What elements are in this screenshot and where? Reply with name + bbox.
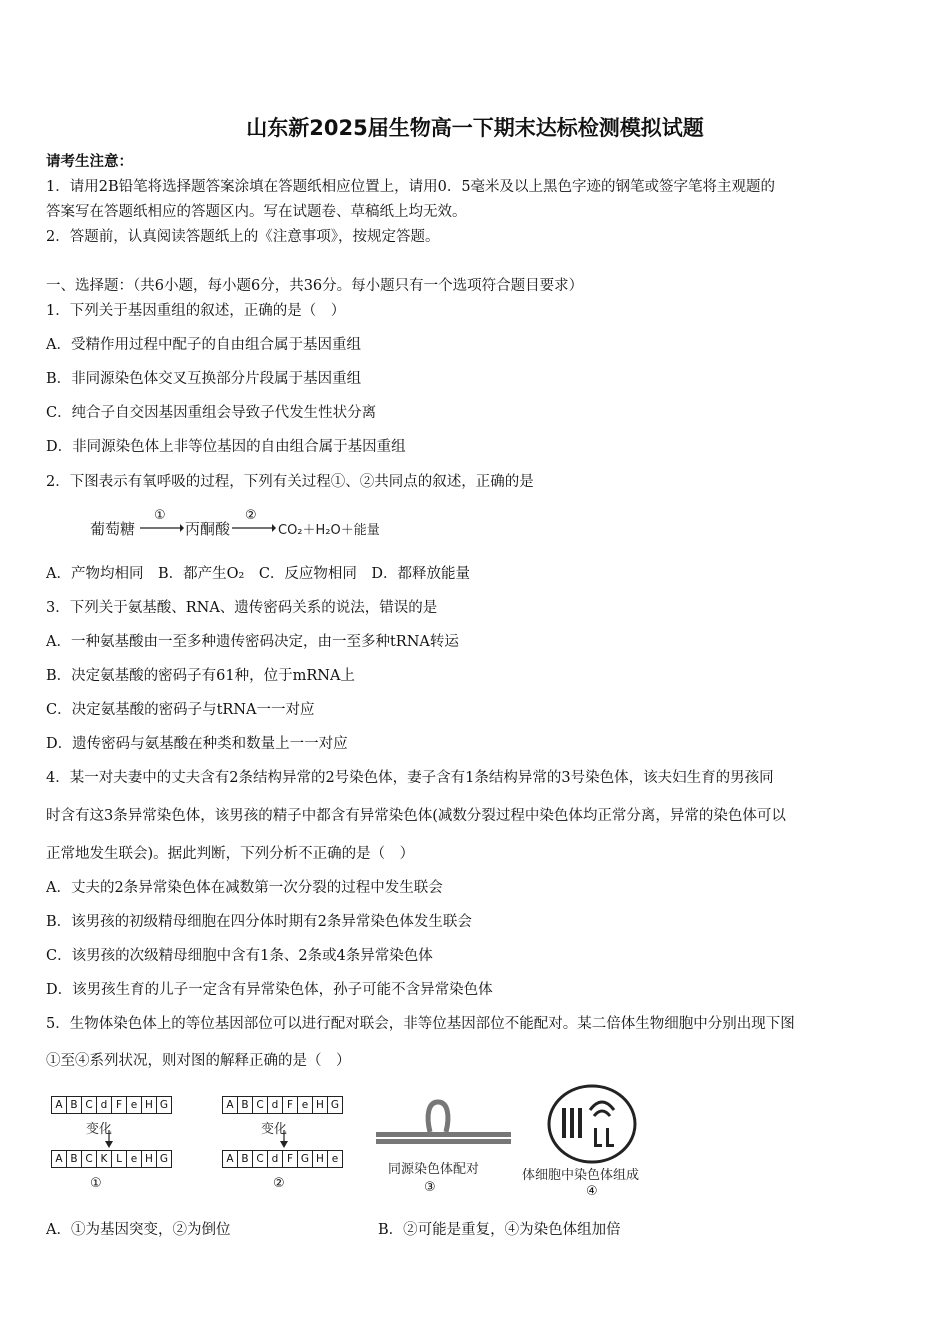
gene-cell: H xyxy=(312,1096,328,1114)
gene-cell: C xyxy=(252,1150,268,1168)
diagram-products: CO₂＋H₂O＋能量 xyxy=(278,523,380,538)
q4-option-d: D．该男孩生育的儿子一定含有异常染色体，孙子可能不含异常染色体 xyxy=(46,982,493,998)
gene-cell: A xyxy=(51,1096,67,1114)
gene-cell: e xyxy=(126,1096,142,1114)
q5-stem-1: 5．生物体染色体上的等位基因部位可以进行配对联会，非等位基因部位不能配对。某二倍体生物细胞中分别出现下图 xyxy=(46,1016,795,1032)
gene-cell: C xyxy=(81,1150,97,1168)
gene-cell: e xyxy=(327,1150,343,1168)
exam-title: 山东新2025届生物高一下期末达标检测模拟试题 xyxy=(246,116,704,140)
figure-1-bottom-chromosome xyxy=(52,1150,172,1168)
gene-cell: F xyxy=(282,1150,298,1168)
gene-cell: L xyxy=(111,1150,127,1168)
figure-3-caption: 同源染色体配对 xyxy=(388,1162,480,1177)
figure-1-change-label: 变化 xyxy=(86,1122,113,1137)
q4-option-c: C．该男孩的次级精母细胞中含有1条、2条或4条异常染色体 xyxy=(46,948,433,964)
cell-chromosome-icon xyxy=(546,1084,638,1166)
gene-cell: A xyxy=(222,1150,238,1168)
figure-3-number: ③ xyxy=(424,1180,436,1195)
gene-cell: B xyxy=(237,1096,253,1114)
q2-options: A．产物均相同 B．都产生O₂ C．反应物相同 D．都释放能量 xyxy=(46,566,471,582)
q5-option-b: B．②可能是重复，④为染色体组加倍 xyxy=(378,1222,621,1238)
diagram-step-1: ① xyxy=(154,508,166,523)
q3-option-d: D．遗传密码与氨基酸在种类和数量上一一对应 xyxy=(46,736,348,752)
gene-cell: K xyxy=(96,1150,112,1168)
gene-cell: B xyxy=(66,1096,82,1114)
diagram-step-2: ② xyxy=(245,508,257,523)
figure-4 xyxy=(522,1084,662,1202)
q5-option-a: A．①为基因突变，②为倒位 xyxy=(46,1222,231,1238)
gene-cell: C xyxy=(252,1096,268,1114)
diagram-glucose: 葡萄糖 xyxy=(90,520,136,538)
gene-cell: d xyxy=(96,1096,112,1114)
figure-4-caption: 体细胞中染色体组成 xyxy=(522,1168,640,1183)
figure-4-number: ④ xyxy=(586,1184,598,1199)
gene-cell: F xyxy=(111,1096,127,1114)
gene-cell: F xyxy=(282,1096,298,1114)
gene-cell: H xyxy=(141,1150,157,1168)
figure-1-top-chromosome xyxy=(52,1096,182,1114)
figure-2 xyxy=(223,1096,353,1196)
respiration-diagram xyxy=(90,508,410,542)
notice-item-2: 2．答题前，认真阅读答题纸上的《注意事项》，按规定答题。 xyxy=(46,229,440,245)
q1-option-b: B．非同源染色体交叉互换部分片段属于基因重组 xyxy=(46,371,362,387)
gene-cell: A xyxy=(51,1150,67,1168)
gene-cell: A xyxy=(222,1096,238,1114)
gene-cell: d xyxy=(267,1096,283,1114)
notice-item-1b: 答案写在答题纸相应的答题区内。写在试题卷、草稿纸上均无效。 xyxy=(46,204,467,220)
diagram-pyruvate: 丙酮酸 xyxy=(185,520,231,538)
q5-stem-2: ①至④系列状况，则对图的解释正确的是（ ） xyxy=(46,1053,351,1069)
figure-3 xyxy=(376,1096,511,1201)
q3-stem: 3．下列关于氨基酸、RNA、遗传密码关系的说法，错误的是 xyxy=(46,600,438,616)
notice-item-1a: 1．请用2B铅笔将选择题答案涂填在答题纸相应位置上，请用0．5毫米及以上黑色字迹的钢笔或签字笔将主观题的 xyxy=(46,179,776,195)
gene-cell: G xyxy=(156,1150,172,1168)
q3-option-b: B．决定氨基酸的密码子有61种，位于mRNA上 xyxy=(46,668,355,684)
gene-cell: H xyxy=(141,1096,157,1114)
q1-option-d: D．非同源染色体上非等位基因的自由组合属于基因重组 xyxy=(46,439,406,455)
q1-stem: 1．下列关于基因重组的叙述，正确的是（ ） xyxy=(46,303,346,319)
homolog-pairing-loop-icon xyxy=(376,1096,511,1154)
gene-cell: G xyxy=(297,1150,313,1168)
gene-cell: e xyxy=(126,1150,142,1168)
q4-stem-3: 正常地发生联会)。据此判断，下列分析不正确的是（ ） xyxy=(46,846,415,862)
gene-cell: B xyxy=(237,1150,253,1168)
notice-heading: 请考生注意： xyxy=(46,153,133,170)
gene-cell: C xyxy=(81,1096,97,1114)
figure-2-bottom-chromosome xyxy=(223,1150,343,1168)
q4-option-a: A．丈夫的2条异常染色体在减数第一次分裂的过程中发生联会 xyxy=(46,880,443,896)
gene-cell: H xyxy=(312,1150,328,1168)
q3-option-a: A．一种氨基酸由一至多种遗传密码决定，由一至多种tRNA转运 xyxy=(46,634,459,650)
q3-option-c: C．决定氨基酸的密码子与tRNA一一对应 xyxy=(46,702,315,718)
down-arrow-icon xyxy=(104,1130,114,1148)
q1-option-a: A．受精作用过程中配子的自由组合属于基因重组 xyxy=(46,337,361,353)
q4-stem-1: 4．某一对夫妻中的丈夫含有2条结构异常的2号染色体，妻子含有1条结构异常的3号染色体，该夫妇生育的男孩同 xyxy=(46,770,774,786)
q2-stem: 2．下图表示有氧呼吸的过程，下列有关过程①、②共同点的叙述，正确的是 xyxy=(46,474,534,490)
figure-1-number: ① xyxy=(90,1176,102,1191)
gene-cell: B xyxy=(66,1150,82,1168)
section-heading: 一、选择题：（共6小题，每小题6分，共36分。每小题只有一个选项符合题目要求） xyxy=(46,278,584,294)
q4-option-b: B．该男孩的初级精母细胞在四分体时期有2条异常染色体发生联会 xyxy=(46,914,472,930)
gene-cell: G xyxy=(156,1096,172,1114)
gene-cell: d xyxy=(267,1150,283,1168)
figure-2-top-chromosome xyxy=(223,1096,353,1114)
gene-cell: e xyxy=(297,1096,313,1114)
q4-stem-2: 时含有这3条异常染色体，该男孩的精子中都含有异常染色体(减数分裂过程中染色体均正常分离，异常的染色体可以 xyxy=(46,808,786,824)
gene-cell: G xyxy=(327,1096,343,1114)
down-arrow-icon xyxy=(279,1130,289,1148)
figure-1 xyxy=(52,1096,182,1196)
figure-2-change-label: 变化 xyxy=(261,1122,288,1137)
q1-option-c: C．纯合子自交因基因重组会导致子代发生性状分离 xyxy=(46,405,377,421)
figure-2-number: ② xyxy=(273,1176,285,1191)
